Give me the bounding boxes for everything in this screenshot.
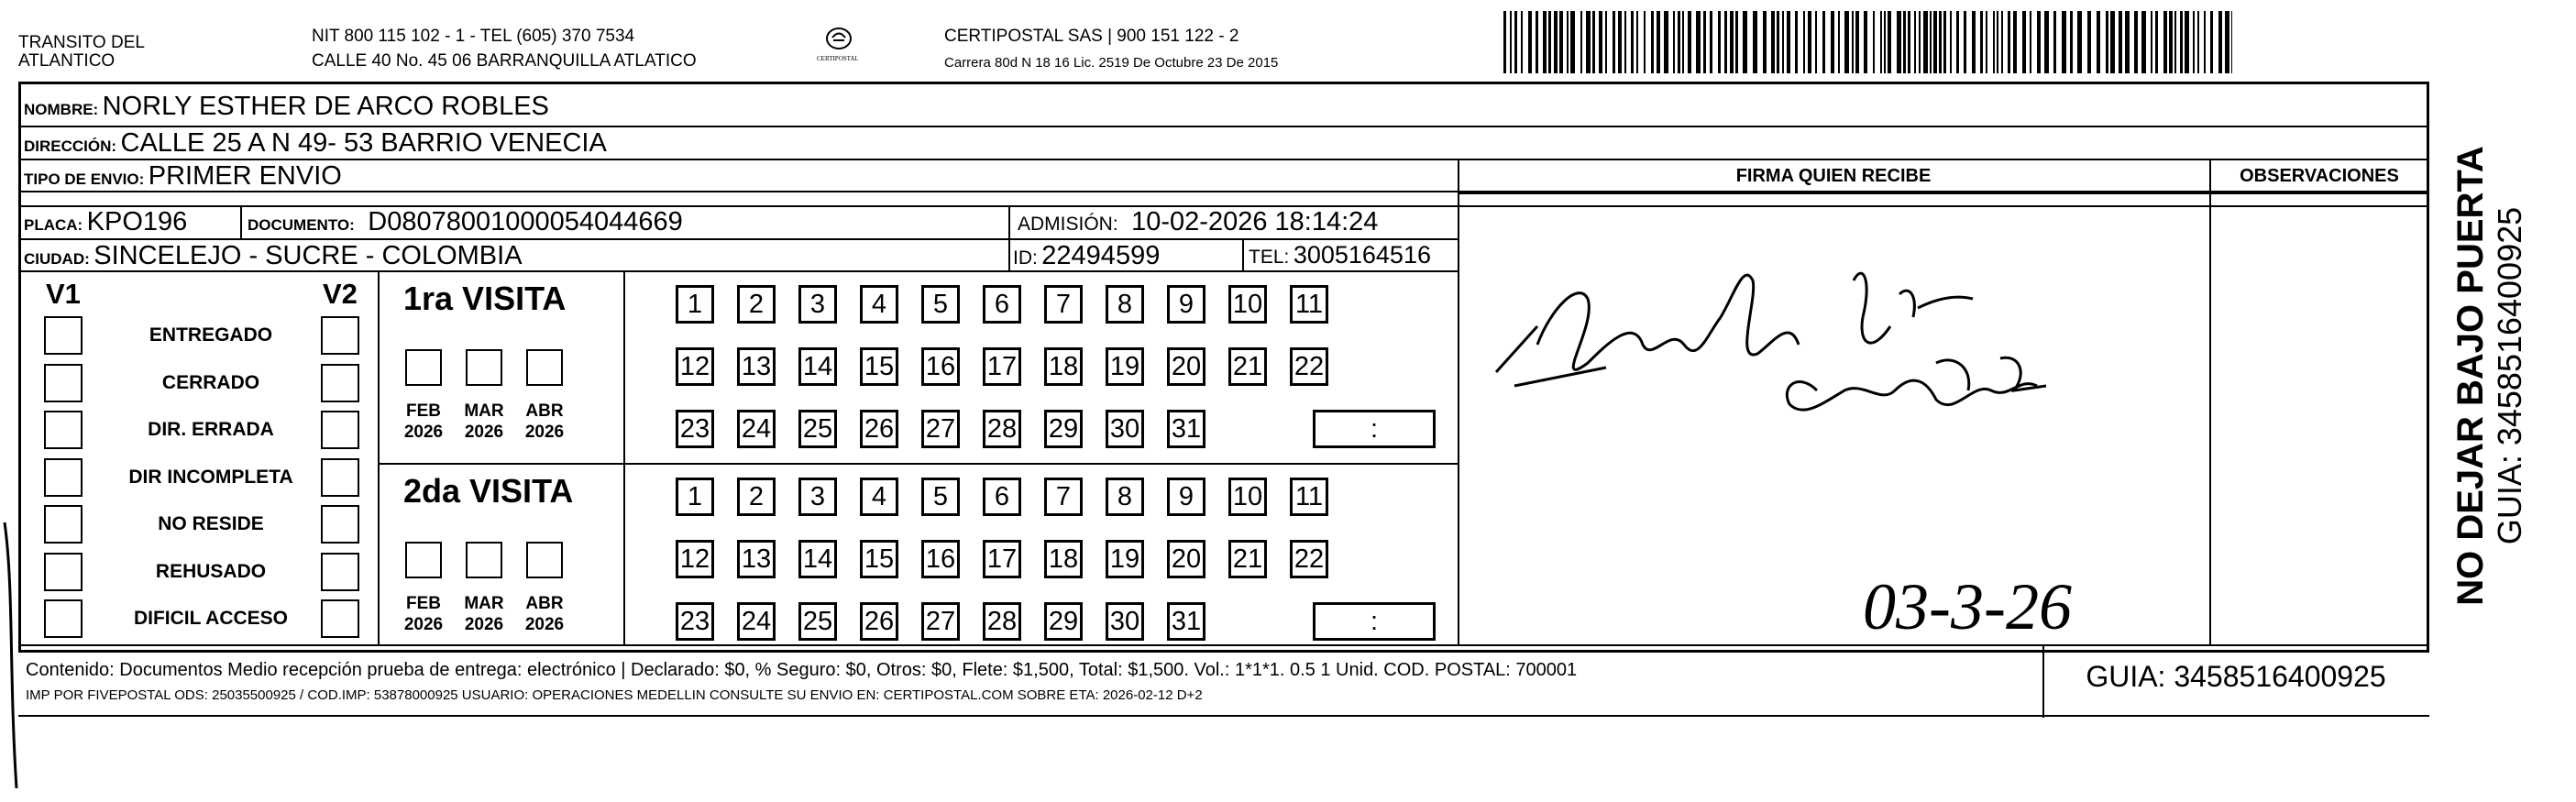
barcode-bar (2225, 11, 2229, 73)
city-label: CIUDAD: (24, 250, 90, 268)
day-box[interactable]: 16 (921, 347, 960, 386)
day-box[interactable]: 17 (983, 347, 1021, 386)
day-box[interactable]: 20 (1167, 540, 1205, 578)
barcode-bar (1543, 11, 1547, 73)
month-checkbox[interactable] (405, 542, 442, 578)
barcode-bar (2185, 11, 2189, 73)
barcode-bar (2070, 11, 2073, 73)
tel-label: TEL: (1249, 247, 1290, 268)
day-box[interactable]: 11 (1290, 478, 1328, 516)
barcode-bar (2087, 11, 2091, 73)
day-box[interactable]: 10 (1228, 285, 1267, 324)
print-info-line: IMP POR FIVEPOSTAL ODS: 25035500925 / COD.IMP: 53878000925 USUARIO: OPERACIONES MEDELLIN CONSULTE SU ENVIO EN: CERTIPOSTAL.COM SOBRE ETA: 2026-02-12 D+2 (26, 687, 1203, 703)
month-label: MAR (464, 594, 504, 613)
tel-value: 3005164516 (1293, 241, 1431, 269)
day-box[interactable]: 22 (1290, 347, 1328, 386)
year-label: 2026 (403, 423, 444, 442)
day-box[interactable]: 12 (676, 540, 714, 578)
day-box[interactable]: 18 (1044, 347, 1083, 386)
day-box[interactable]: 9 (1167, 285, 1205, 324)
barcode-bar (1993, 11, 1995, 73)
barcode-bar (1864, 11, 1867, 73)
status-option-label: DIR INCOMPLETA (128, 466, 293, 488)
barcode-bar (1986, 11, 1987, 73)
barcode-bar (2022, 11, 2026, 73)
day-box[interactable]: 19 (1106, 347, 1144, 386)
v2-checkbox[interactable] (321, 458, 359, 497)
day-box[interactable]: 28 (983, 410, 1021, 448)
margin-mark (0, 513, 28, 797)
v1-checkbox[interactable] (44, 364, 83, 402)
barcode-bar (2097, 11, 2100, 73)
barcode-bar (1636, 11, 1638, 73)
barcode-bar (1514, 11, 1517, 73)
day-box[interactable]: 15 (860, 540, 898, 578)
status-option-label: NO RESIDE (158, 513, 264, 534)
v1-checkbox[interactable] (44, 599, 83, 638)
year-label: 2026 (464, 615, 504, 634)
v1-checkbox[interactable] (44, 458, 83, 497)
barcode-bar (2155, 11, 2158, 73)
side-notice (2438, 110, 2539, 642)
day-box[interactable]: 27 (921, 410, 960, 448)
day-box[interactable]: 19 (1106, 540, 1144, 578)
month-checkbox[interactable] (526, 542, 563, 578)
barcode-bar (1997, 11, 1998, 73)
status-option-label: DIFICIL ACCESO (133, 608, 288, 629)
barcode-bar (2030, 11, 2031, 73)
day-box[interactable]: 21 (1228, 347, 1267, 386)
month-checkbox[interactable] (466, 349, 502, 386)
barcode-bar (1782, 11, 1784, 73)
month-label: MAR (464, 401, 504, 421)
day-box[interactable]: 22 (1290, 540, 1328, 578)
barcode-bar (1933, 11, 1937, 73)
admission-label: ADMISIÓN: (1018, 214, 1118, 235)
day-box[interactable]: 5 (921, 285, 960, 324)
time-field[interactable]: : (1313, 602, 1436, 641)
v2-checkbox[interactable] (321, 553, 359, 591)
barcode-bar (1855, 11, 1859, 73)
barcode-bar (1521, 11, 1523, 73)
day-box[interactable]: 13 (737, 540, 776, 578)
admission-value: 10-02-2026 18:14:24 (1131, 207, 1379, 236)
barcode-bar (1852, 11, 1854, 73)
day-box[interactable]: 10 (1228, 478, 1267, 516)
barcode-bar (1980, 11, 1983, 73)
v1-checkbox[interactable] (44, 316, 83, 355)
handwritten-signature (1459, 207, 2209, 644)
barcode-bar (1919, 11, 1921, 73)
barcode-bar (2110, 11, 2115, 73)
barcode-bar (2169, 11, 2173, 73)
day-box[interactable]: 17 (983, 540, 1021, 578)
barcode-bar (2125, 11, 2130, 73)
day-box[interactable]: 31 (1167, 602, 1205, 641)
barcode-bar (1735, 11, 1738, 73)
day-box[interactable]: 1 (676, 478, 714, 516)
company-license: Carrera 80d N 18 16 Lic. 2519 De Octubre 23 De 2015 (944, 55, 1279, 71)
observations-area (2211, 207, 2427, 644)
content-line: Contenido: Documentos Medio recepción prueba de entrega: electrónico | Declarado: $0, % Seguro: $0, Otros: $0, Flete: $1,500, Total: $1,500. Vol.: 1*1*1. 0.5 1 Unid. COD. POSTAL: 700001 (26, 660, 1578, 680)
v2-checkbox[interactable] (321, 411, 359, 449)
v2-checkbox[interactable] (321, 364, 359, 402)
barcode-bar (1908, 11, 1910, 73)
day-box[interactable]: 11 (1290, 285, 1328, 324)
barcode-bar (2180, 11, 2183, 73)
address-label: DIRECCIÓN: (24, 137, 117, 155)
status-option-label: REHUSADO (155, 560, 267, 582)
barcode-bar (1903, 11, 1906, 73)
address-row (24, 128, 607, 159)
day-box[interactable]: 23 (676, 410, 714, 448)
id-value: 22494599 (1041, 241, 1161, 270)
barcode-bar (1914, 11, 1916, 73)
type-value: PRIMER ENVIO (148, 161, 342, 191)
barcode-bar (1897, 11, 1901, 73)
name-value: NORLY ESTHER DE ARCO ROBLES (102, 92, 549, 121)
barcode-bar (1763, 11, 1767, 73)
day-box[interactable]: 15 (860, 347, 898, 386)
year-label: 2026 (524, 615, 565, 634)
barcode-bar (2053, 11, 2056, 73)
name-label: NOMBRE: (24, 101, 99, 118)
barcode-bar (1803, 11, 1805, 73)
barcode-bar (2037, 11, 2041, 73)
day-box[interactable]: 3 (798, 478, 837, 516)
plate-field (24, 207, 187, 237)
tel-field (1249, 241, 1431, 269)
month-label: FEB (406, 594, 441, 613)
handwritten-date: 03-3-26 (1863, 570, 2072, 643)
barcode-bar (1822, 11, 1825, 73)
day-box[interactable]: 26 (860, 410, 898, 448)
observations-header: OBSERVACIONES (2240, 166, 2399, 186)
barcode-bar (1618, 11, 1622, 73)
barcode-bar (1724, 11, 1727, 73)
month-checkbox[interactable] (466, 542, 502, 578)
v1-checkbox[interactable] (44, 505, 83, 544)
day-box[interactable]: 2 (737, 285, 776, 324)
barcode-bar (1753, 11, 1757, 73)
barcode-bar (2163, 11, 2167, 73)
day-box[interactable]: 29 (1044, 602, 1083, 641)
nit-line: NIT 800 115 102 - 1 - TEL (605) 370 7534 (312, 27, 635, 46)
day-box[interactable]: 23 (676, 602, 714, 641)
day-box[interactable]: 1 (676, 285, 714, 324)
v2-checkbox[interactable] (321, 316, 359, 355)
barcode-bar (1528, 11, 1532, 73)
barcode-bar (2151, 11, 2152, 73)
barcode-bar (2134, 11, 2138, 73)
company-line: CERTIPOSTAL SAS | 900 151 122 - 2 (944, 27, 1239, 46)
barcode-bar (1536, 11, 1538, 73)
day-box[interactable]: 24 (737, 410, 776, 448)
barcode-bar (2001, 11, 2003, 73)
barcode-bar (1930, 11, 1932, 73)
barcode-bar (1586, 11, 1591, 73)
v2-checkbox[interactable] (321, 599, 359, 638)
barcode-bar (1777, 11, 1779, 73)
day-box[interactable]: 18 (1044, 540, 1083, 578)
barcode-bar (1964, 11, 1966, 73)
day-box[interactable]: 2 (737, 478, 776, 516)
barcode-bar (1678, 11, 1680, 73)
v1-checkbox[interactable] (44, 553, 83, 591)
day-box[interactable]: 25 (798, 410, 837, 448)
barcode-bar (2204, 11, 2206, 73)
day-box[interactable]: 4 (860, 285, 898, 324)
barcode-bar (2106, 11, 2108, 73)
barcode-bar (1559, 11, 1563, 73)
barcode-bar (1599, 11, 1602, 73)
day-box[interactable]: 30 (1106, 410, 1144, 448)
status-block (18, 270, 378, 644)
barcode-bar (2008, 11, 2010, 73)
day-box[interactable]: 26 (860, 602, 898, 641)
day-box[interactable]: 8 (1106, 285, 1144, 324)
barcode-bar (1613, 11, 1615, 73)
barcode-bar (1730, 11, 1734, 73)
v2-label: V2 (323, 278, 358, 310)
barcode-bar (1880, 11, 1882, 73)
day-box[interactable]: 24 (737, 602, 776, 641)
day-box[interactable]: 7 (1044, 285, 1083, 324)
barcode-bar (1743, 11, 1747, 73)
id-field (1013, 241, 1160, 271)
month-checkbox[interactable] (405, 349, 442, 386)
barcode-bar (1688, 11, 1691, 73)
barcode-bar (2174, 11, 2176, 73)
day-box[interactable]: 20 (1167, 347, 1205, 386)
barcode-bar (1844, 11, 1849, 73)
type-label: TIPO DE ENVIO: (24, 170, 145, 188)
barcode-bar (2197, 11, 2199, 73)
barcode-bar (1592, 11, 1595, 73)
footer-guide-number: GUIA: 3458516400925 (2086, 660, 2386, 693)
barcode-bar (1651, 11, 1654, 73)
year-label: 2026 (464, 423, 504, 442)
barcode-bar (1710, 11, 1712, 73)
type-row (24, 161, 342, 192)
name-row (24, 92, 549, 122)
visit-title: 1ra VISITA (403, 280, 567, 317)
day-box[interactable]: 28 (983, 602, 1021, 641)
barcode-bar (1873, 11, 1875, 73)
barcode-bar (1831, 11, 1834, 73)
barcode-bar (1795, 11, 1798, 73)
barcode-bar (1624, 11, 1626, 73)
status-option-label: ENTREGADO (149, 324, 273, 346)
v2-checkbox[interactable] (321, 505, 359, 544)
barcode-bar (1673, 11, 1675, 73)
day-box[interactable]: 14 (798, 347, 837, 386)
signature-area (1459, 207, 2209, 644)
barcode-bar (2210, 11, 2213, 73)
barcode-bar (1838, 11, 1840, 73)
month-label: FEB (406, 401, 441, 421)
barcode-bar (1884, 11, 1886, 73)
city-field (24, 241, 523, 271)
barcode-bar (1567, 11, 1569, 73)
document-field (248, 207, 683, 237)
barcode-bar (2119, 11, 2122, 73)
barcode-bar (1787, 11, 1790, 73)
v1-label: V1 (46, 278, 81, 310)
day-box[interactable]: 29 (1044, 410, 1083, 448)
day-box[interactable]: 16 (921, 540, 960, 578)
certipostal-logo (817, 26, 859, 62)
barcode-bar (2141, 11, 2146, 73)
v1-checkbox[interactable] (44, 411, 83, 449)
barcode-bar (1972, 11, 1976, 73)
day-box[interactable]: 4 (860, 478, 898, 516)
barcode-bar (2044, 11, 2049, 73)
day-box[interactable]: 3 (798, 285, 837, 324)
day-box[interactable]: 9 (1167, 478, 1205, 516)
barcode-bar (1888, 11, 1891, 73)
status-option-label: CERRADO (161, 371, 260, 393)
barcode-bar (1943, 11, 1946, 73)
barcode-bar (2231, 11, 2232, 73)
year-label: 2026 (524, 423, 565, 442)
day-box[interactable]: 30 (1106, 602, 1144, 641)
barcode-bar (1808, 11, 1811, 73)
org-name-line2: ATLANTICO (18, 51, 116, 71)
barcode-bar (1631, 11, 1634, 73)
barcode-bar (1682, 11, 1684, 73)
address-value: CALLE 25 A N 49- 53 BARRIO VENECIA (120, 128, 607, 158)
id-label: ID: (1013, 247, 1038, 269)
barcode-bar (1664, 11, 1668, 73)
day-box[interactable]: 8 (1106, 478, 1144, 516)
visit-title: 2da VISITA (403, 472, 574, 510)
barcode-bar (1939, 11, 1942, 73)
barcode-bar (1554, 11, 1558, 73)
day-box[interactable]: 6 (983, 478, 1021, 516)
year-label: 2026 (403, 615, 444, 634)
barcode-bar (1503, 11, 1506, 73)
barcode-bar (2013, 11, 2017, 73)
month-label: ABR (525, 594, 564, 613)
barcode-bar (1771, 11, 1775, 73)
status-option-label: DIR. ERRADA (148, 419, 274, 440)
time-field[interactable]: : (1313, 410, 1436, 448)
barcode-bar (1815, 11, 1817, 73)
day-box[interactable]: 6 (983, 285, 1021, 324)
admission-field (1018, 207, 1378, 237)
barcode-bar (1605, 11, 1607, 73)
day-box[interactable]: 7 (1044, 478, 1083, 516)
barcode-bar (1580, 11, 1582, 73)
barcode-bar (1923, 11, 1928, 73)
side-guide-number: GUIA: 3458516400925 (2491, 206, 2528, 545)
barcode-bar (1696, 11, 1701, 73)
barcode-bar (1570, 11, 1575, 73)
month-label: ABR (525, 401, 564, 421)
plate-value: KPO196 (86, 207, 188, 236)
org-name-line1: TRANSITO DEL (18, 33, 145, 52)
day-box[interactable]: 31 (1167, 410, 1205, 448)
barcode-bar (1956, 11, 1959, 73)
barcode-bar (1510, 11, 1512, 73)
logo-caption: CERTIPOSTAL (817, 55, 859, 62)
barcode (1503, 11, 2237, 73)
city-value: SINCELEJO - SUCRE - COLOMBIA (94, 241, 523, 270)
day-box[interactable]: 25 (798, 602, 837, 641)
day-box[interactable]: 14 (798, 540, 837, 578)
day-box[interactable]: 21 (1228, 540, 1267, 578)
barcode-bar (2218, 11, 2222, 73)
barcode-bar (1703, 11, 1706, 73)
document-label: DOCUMENTO: (248, 216, 355, 234)
barcode-bar (1657, 11, 1660, 73)
barcode-bar (2062, 11, 2066, 73)
address-line: CALLE 40 No. 45 06 BARRANQUILLA ATLATICO (312, 51, 697, 71)
plate-label: PLACA: (24, 216, 83, 234)
no-under-door-notice: NO DEJAR BAJO PUERTA (2450, 146, 2491, 606)
day-box[interactable]: 12 (676, 347, 714, 386)
month-checkbox[interactable] (526, 349, 563, 386)
day-box[interactable]: 5 (921, 478, 960, 516)
barcode-bar (1950, 11, 1952, 73)
day-box[interactable]: 13 (737, 347, 776, 386)
barcode-bar (2077, 11, 2082, 73)
document-value: D08078001000054044669 (368, 207, 683, 236)
day-box[interactable]: 27 (921, 602, 960, 641)
signature-header: FIRMA QUIEN RECIBE (1735, 166, 1932, 186)
barcode-bar (1644, 11, 1646, 73)
barcode-bar (1548, 11, 1551, 73)
barcode-bar (1718, 11, 1721, 73)
barcode-bar (2193, 11, 2195, 73)
